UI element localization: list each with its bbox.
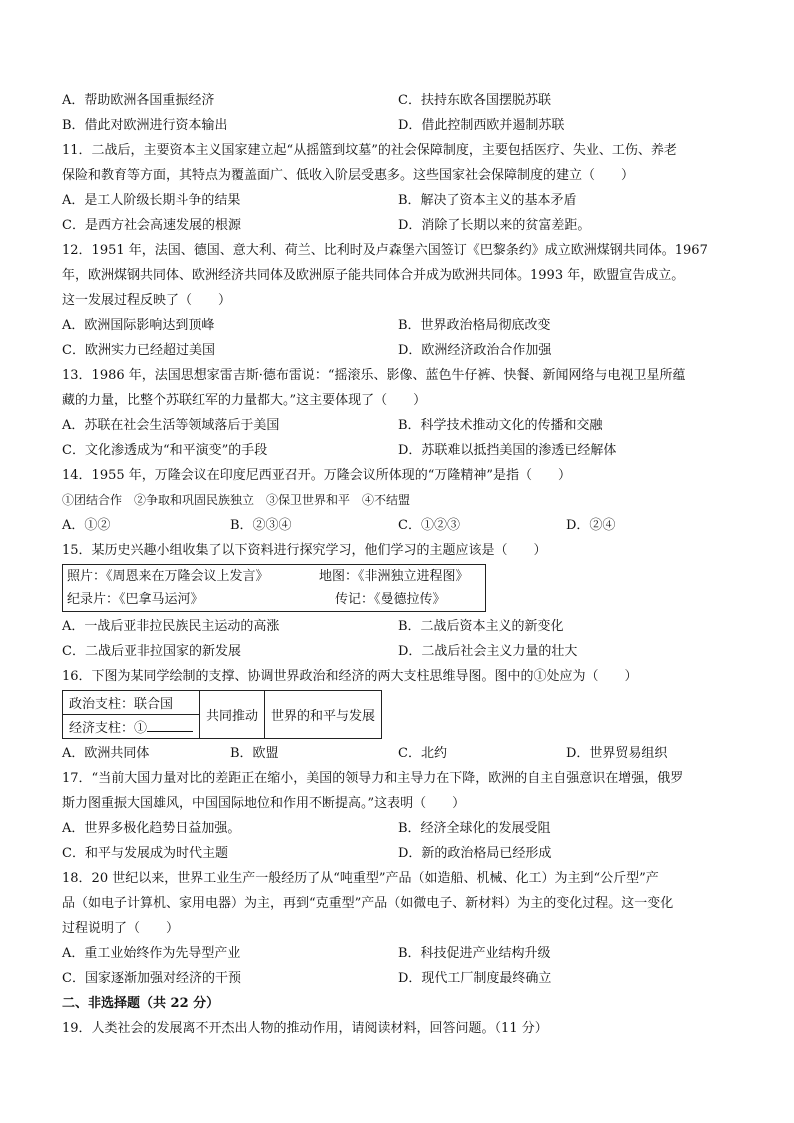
section-heading: 二、非选择题（共 22 分） (62, 996, 220, 1011)
q17-option-d: D．新的政治格局已经形成 (398, 846, 552, 861)
q18-stem-cont2: 过程说明了（ ） (62, 921, 180, 936)
q12-options-row1 (62, 313, 734, 338)
q15-option-d: D．二战后社会主义力量的壮大 (398, 644, 578, 659)
q14-items: ①团结合作 ②争取和巩固民族独立 ③保卫世界和平 ④不结盟 (62, 493, 411, 507)
q11-option-a: A．是工人阶级长期斗争的结果 (62, 193, 241, 208)
q17-options-row2 (62, 841, 734, 866)
q12-option-a: A．欧洲国际影响达到顶峰 (62, 318, 215, 333)
q13-stem: 13．1986 年，法国思想家雷吉斯·德布雷说：“摇滚乐、影像、蓝色牛仔裤、快餐、新闻网络与电视卫星所蕴 (62, 368, 686, 383)
q11-stem-cont: 保险和教育等方面，其特点为覆盖面广、低收入阶层受惠多。这些国家社会保障制度的建立（ ） (62, 168, 635, 183)
q18-options-row2 (62, 966, 734, 991)
q13-option-b: B．科学技术推动文化的传播和交融 (398, 418, 603, 433)
q16-option-a: A．欧洲共同体 (62, 746, 150, 761)
q17-stem-cont: 斯力图重振大国雄风，中国国际地位和作用不断提高。”这表明（ ） (62, 796, 466, 811)
q13-option-c: C．文化渗透成为“和平演变”的手段 (62, 443, 268, 458)
q13-options-row2 (62, 438, 734, 463)
q11-option-c: C．是西方社会高速发展的根源 (62, 218, 241, 233)
q19-stem: 19．人类社会的发展离不开杰出人物的推动作用，请阅读材料，回答问题。（11 分） (62, 1021, 548, 1036)
q10-option-c: C．扶持东欧各国摆脱苏联 (398, 93, 551, 108)
q14-option-a: A．①② (62, 518, 111, 533)
q17-option-b: B．经济全球化的发展受阻 (398, 821, 551, 836)
q10-option-b: B．借此对欧洲进行资本输出 (62, 118, 228, 133)
q16-options (62, 741, 734, 766)
q18-stem: 18．20 世纪以来，世界工业生产一般经历了从“吨重型”产品（如造船、机械、化工）为主到“公斤型”产 (62, 871, 659, 886)
q16-joint-push: 共同推动 (200, 691, 265, 739)
q17-option-c: C．和平与发展成为时代主题 (62, 846, 228, 861)
q16-option-c: C．北约 (398, 746, 447, 761)
q15-material-map: 地图：《非洲独立进程图》 (319, 569, 469, 584)
q17-stem: 17．“当前大国力量对比的差距正在缩小，美国的领导力和主导力在下降，欧洲的自主自强意识在增强，俄罗 (62, 771, 684, 786)
q14-option-d: D．②④ (566, 518, 616, 533)
q15-option-b: B．二战后资本主义的新变化 (398, 619, 564, 634)
q11-options-row1 (62, 188, 734, 213)
q10-options-row2 (62, 113, 734, 138)
q16-option-d: D．世界贸易组织 (566, 746, 668, 761)
q15-material-box (62, 564, 486, 612)
q18-stem-cont: 品（如电子计算机、家用电器）为主，再到“克重型”产品（如微电子、新材料）为主的变化过程。这一变化 (62, 896, 674, 911)
q12-option-b: B．世界政治格局彻底改变 (398, 318, 551, 333)
q15-option-a: A．一战后亚非拉民族民主运动的高涨 (62, 619, 280, 634)
q16-political-pillar: 政治支柱：联合国 (63, 691, 200, 715)
q16-economic-pillar (63, 715, 200, 739)
q13-option-a: A．苏联在社会生活等领域落后于美国 (62, 418, 280, 433)
q15-options-row1 (62, 614, 734, 639)
q18-option-c: C．国家逐渐加强对经济的干预 (62, 971, 241, 986)
q12-options-row2 (62, 338, 734, 363)
q12-stem: 12．1951 年，法国、德国、意大利、荷兰、比利时及卢森堡六国签订《巴黎条约》成立欧洲煤钢共同体。1967 (62, 243, 708, 258)
q15-option-c: C．二战后亚非拉国家的新发展 (62, 644, 241, 659)
q14-options (62, 513, 734, 538)
q11-options-row2 (62, 213, 734, 238)
q14-stem: 14．1955 年，万隆会议在印度尼西亚召开。万隆会议所体现的“万隆精神”是指（ ） (62, 468, 572, 483)
q10-options-row1 (62, 88, 734, 113)
q14-option-b: B．②③④ (230, 518, 292, 533)
q10-option-d: D．借此控制西欧并遏制苏联 (398, 118, 565, 133)
q15-box-row1 (67, 565, 481, 588)
q16-answer-blank (147, 717, 193, 732)
q10-option-a: A．帮助欧洲各国重振经济 (62, 93, 215, 108)
q11-option-d: D．消除了长期以来的贫富差距。 (398, 218, 591, 233)
q18-options-row1 (62, 941, 734, 966)
q16-option-b: B．欧盟 (230, 746, 279, 761)
q16-mind-map (62, 690, 382, 739)
q15-material-biography: 传记：《曼德拉传》 (335, 592, 446, 607)
q11-option-b: B．解决了资本主义的基本矛盾 (398, 193, 577, 208)
q15-box-row2 (67, 588, 481, 611)
q16-peace-development: 世界的和平与发展 (265, 691, 382, 739)
q16-economic-label: 经济支柱：① (69, 721, 148, 736)
q12-option-c: C．欧洲实力已经超过美国 (62, 343, 215, 358)
q12-stem-cont: 年，欧洲煤钢共同体、欧洲经济共同体及欧洲原子能共同体合并成为欧洲共同体。1993 年，欧盟宣告成立。 (62, 268, 685, 283)
q13-options-row1 (62, 413, 734, 438)
q14-option-c: C．①②③ (398, 518, 460, 533)
q17-option-a: A．世界多极化趋势日益加强。 (62, 821, 241, 836)
q17-options-row1 (62, 816, 734, 841)
q15-material-documentary: 纪录片：《巴拿马运河》 (67, 592, 204, 607)
q12-option-d: D．欧洲经济政治合作加强 (398, 343, 552, 358)
exam-page (62, 88, 734, 1041)
q13-stem-cont: 藏的力量，比整个苏联红军的力量都大。”这主要体现了（ ） (62, 393, 427, 408)
q13-option-d: D．苏联难以抵挡美国的渗透已经解体 (398, 443, 617, 458)
q18-option-d: D．现代工厂制度最终确立 (398, 971, 552, 986)
q15-stem: 15．某历史兴趣小组收集了以下资料进行探究学习，他们学习的主题应该是（ ） (62, 543, 547, 558)
q15-options-row2 (62, 639, 734, 664)
q16-stem: 16．下图为某同学绘制的支撑、协调世界政治和经济的两大支柱思维导图。图中的①处应为（ ） (62, 669, 638, 684)
q12-stem-cont2: 这一发展过程反映了（ ） (62, 293, 232, 308)
q18-option-a: A．重工业始终作为先导型产业 (62, 946, 241, 961)
q18-option-b: B．科技促进产业结构升级 (398, 946, 551, 961)
q15-material-photo: 照片：《周恩来在万隆会议上发言》 (67, 569, 269, 584)
q11-stem: 11．二战后，主要资本主义国家建立起“从摇篮到坟墓”的社会保障制度，主要包括医疗、失业、工伤、养老 (62, 143, 677, 158)
